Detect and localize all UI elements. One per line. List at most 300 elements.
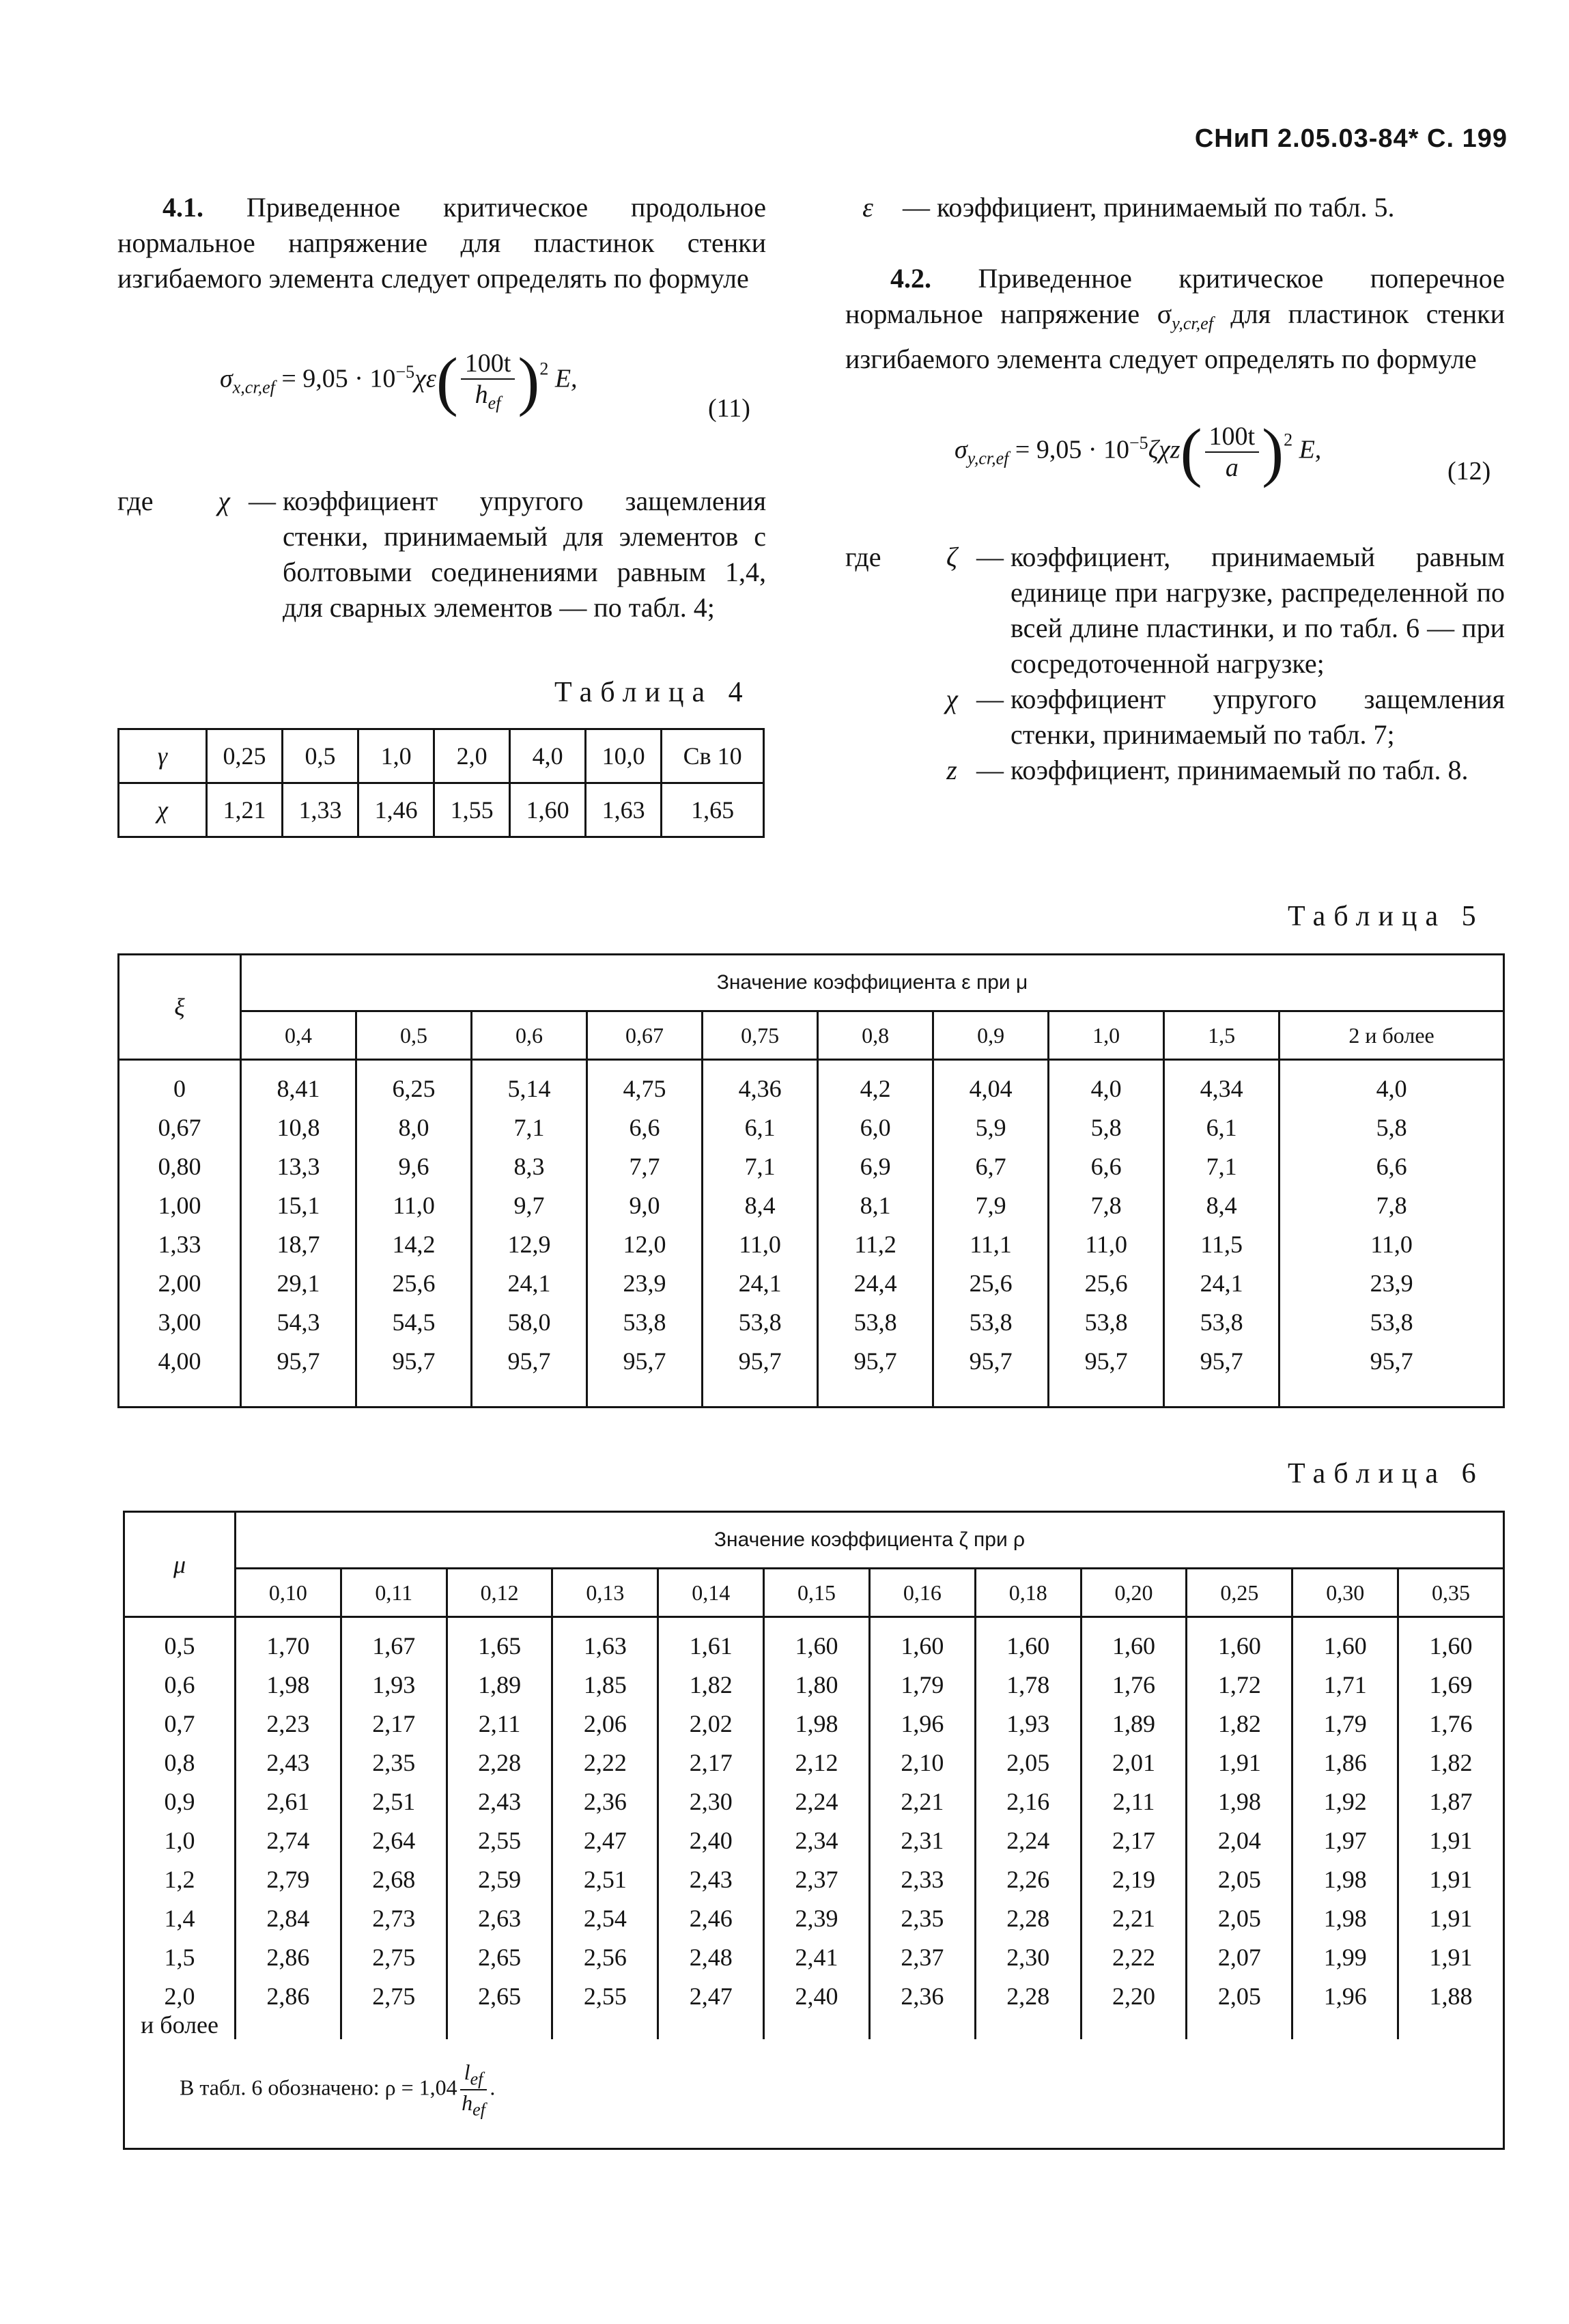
table-cell: 2,28: [975, 1982, 1081, 2039]
equation-number: (11): [708, 394, 750, 423]
table-cell: 1,46: [358, 783, 434, 837]
table-cell: 2,75: [341, 1982, 447, 2039]
table-row: [119, 783, 764, 837]
table-note-row: [124, 2039, 1504, 2148]
clause-number: 4.2.: [890, 263, 931, 294]
table-cell: 2,30: [975, 1943, 1081, 1982]
row-label: 1,2: [124, 1865, 236, 1904]
table-cell: 2,39: [764, 1904, 870, 1943]
table-note: В табл. 6 обозначено: ρ = 1,04 $\frac{l_{ef}}{h_{ef}}$ .: [124, 2039, 1504, 2148]
table-cell: 1,63: [586, 783, 662, 837]
table-cell: 4,34: [1164, 1060, 1280, 1114]
table-cell: 2,26: [975, 1865, 1081, 1904]
table-cell: 53,8: [587, 1308, 703, 1347]
table-row: [124, 1787, 1504, 1826]
table-cell: 2,20: [1081, 1982, 1187, 2039]
table-cell: 6,7: [933, 1152, 1049, 1191]
table-row: [119, 1230, 1504, 1269]
definition-row: [845, 540, 1505, 682]
table-cell: 1,60: [764, 1617, 870, 1671]
row-label: 2,00: [119, 1269, 241, 1308]
clause-number: 4.1.: [162, 192, 203, 223]
definition-symbol: ζ: [946, 542, 958, 572]
table-cell: 2,37: [869, 1943, 975, 1982]
definition-symbol: z: [946, 755, 957, 785]
table-cell: 95,7: [1164, 1347, 1280, 1408]
table-cell: 2,10: [869, 1748, 975, 1787]
row-label: 0: [119, 1060, 241, 1114]
table-cell: 2,28: [447, 1748, 552, 1787]
table-cell: 1,98: [1187, 1787, 1292, 1826]
epsilon-definition: ε — коэффициент, принимаемый по табл. 5.: [862, 192, 1395, 223]
table-cell: 2,22: [1081, 1943, 1187, 1982]
table-row: [119, 729, 764, 783]
table-row: [124, 1904, 1504, 1943]
table-cell: 2,16: [975, 1787, 1081, 1826]
table-cell: 2,04: [1187, 1826, 1292, 1865]
table-cell: 2,43: [447, 1787, 552, 1826]
table-cell: 2,68: [341, 1865, 447, 1904]
row-label: 0,67: [119, 1113, 241, 1152]
table-cell: 2,12: [764, 1748, 870, 1787]
table-cell: 4,2: [818, 1060, 933, 1114]
table-cell: 1,88: [1398, 1982, 1504, 2039]
table-cell: 24,4: [818, 1269, 933, 1308]
table-cell: 1,65: [662, 783, 764, 837]
definitions-left: [117, 484, 766, 626]
table-cell: 53,8: [1280, 1308, 1504, 1347]
table-cell: 58,0: [472, 1308, 587, 1347]
table-cell: 2,36: [552, 1787, 658, 1826]
table-cell: 13,3: [241, 1152, 356, 1191]
table-cell: 1,33: [283, 783, 358, 837]
row-label: 0,80: [119, 1152, 241, 1191]
definition-row: [845, 753, 1505, 788]
row-label: 1,4: [124, 1904, 236, 1943]
table-cell: 2,47: [658, 1982, 764, 2039]
table-cell: 2,21: [1081, 1904, 1187, 1943]
table-cell: 10,0: [586, 729, 662, 783]
table-cell: 95,7: [472, 1347, 587, 1408]
table-cell: 1,82: [658, 1670, 764, 1709]
fraction: $\frac{100t}{h_{ef}}$: [461, 348, 515, 414]
table-row: [124, 1748, 1504, 1787]
column-header: 0,15: [764, 1569, 870, 1617]
group-header: Значение коэффициента ε при μ: [241, 955, 1504, 1011]
row-label: 0,8: [124, 1748, 236, 1787]
definition-symbol: χ: [946, 684, 958, 714]
table-cell: 2,05: [1187, 1865, 1292, 1904]
table-row: [124, 1865, 1504, 1904]
row-label: 2,0 и более: [124, 1982, 236, 2039]
column-header: 0,10: [236, 1569, 341, 1617]
table-cell: 2,06: [552, 1709, 658, 1748]
table-cell: 5,8: [1280, 1113, 1504, 1152]
definitions-right: [845, 540, 1505, 788]
table-cell: 95,7: [933, 1347, 1049, 1408]
definition-lead: [845, 753, 934, 788]
table-row: [119, 1191, 1504, 1230]
table-cell: 2,55: [447, 1826, 552, 1865]
column-header: 0,13: [552, 1569, 658, 1617]
table-cell: 1,98: [1292, 1865, 1398, 1904]
column-header: 0,14: [658, 1569, 764, 1617]
table-cell: 2,86: [236, 1982, 341, 2039]
table-cell: 7,8: [1280, 1191, 1504, 1230]
table-row: [124, 1982, 1504, 2039]
equation-number: (12): [1447, 457, 1491, 486]
table-cell: 95,7: [241, 1347, 356, 1408]
table-row: [119, 1308, 1504, 1347]
table-cell: 11,5: [1164, 1230, 1280, 1269]
table-cell: 1,91: [1187, 1748, 1292, 1787]
row-label: 1,5: [124, 1943, 236, 1982]
table-cell: 6,25: [356, 1060, 472, 1114]
paragraph-4-1: [117, 190, 766, 296]
table-cell: 14,2: [356, 1230, 472, 1269]
table-cell: 23,9: [587, 1269, 703, 1308]
table-cell: 2,46: [658, 1904, 764, 1943]
table-cell: 95,7: [356, 1347, 472, 1408]
fraction: $\frac{100t}{a}$: [1205, 421, 1260, 483]
table-cell: 2,63: [447, 1904, 552, 1943]
table-cell: 1,82: [1187, 1709, 1292, 1748]
table-cell: 2,75: [341, 1943, 447, 1982]
table-cell: 1,99: [1292, 1943, 1398, 1982]
table-cell: 1,63: [552, 1617, 658, 1671]
column-header: 0,8: [818, 1011, 933, 1060]
table-cell: 1,60: [1187, 1617, 1292, 1671]
row-label: 4,00: [119, 1347, 241, 1408]
table-cell: 4,04: [933, 1060, 1049, 1114]
definition-row: [117, 484, 766, 626]
table-cell: 2,54: [552, 1904, 658, 1943]
column-header: 0,12: [447, 1569, 552, 1617]
table-cell: 11,2: [818, 1230, 933, 1269]
table-cell: 2,30: [658, 1787, 764, 1826]
column-header: 0,35: [1398, 1569, 1504, 1617]
row-header: γ: [119, 729, 207, 783]
table-cell: 1,55: [434, 783, 510, 837]
table-row: [124, 1943, 1504, 1982]
table-cell: 53,8: [1164, 1308, 1280, 1347]
note-fraction: $\frac{l_{ef}}{h_{ef}}$: [460, 2060, 487, 2120]
table-cell: 2,21: [869, 1787, 975, 1826]
column-header: 0,25: [1187, 1569, 1292, 1617]
table-cell: 1,70: [236, 1617, 341, 1671]
table-cell: 6,6: [1049, 1152, 1164, 1191]
table-cell: 2,0: [434, 729, 510, 783]
table-cell: 1,79: [1292, 1709, 1398, 1748]
row-label: 1,33: [119, 1230, 241, 1269]
table-cell: 2,65: [447, 1982, 552, 2039]
table-cell: 23,9: [1280, 1269, 1504, 1308]
table-cell: 24,1: [1164, 1269, 1280, 1308]
table-cell: 2,23: [236, 1709, 341, 1748]
table-cell: 1,85: [552, 1670, 658, 1709]
row-label: 1,0: [124, 1826, 236, 1865]
table-cell: 2,65: [447, 1943, 552, 1982]
table-cell: 2,48: [658, 1943, 764, 1982]
table-5: [117, 953, 1505, 1408]
table-cell: 1,89: [1081, 1709, 1187, 1748]
table-cell: 6,1: [703, 1113, 818, 1152]
table-row: [124, 1617, 1504, 1671]
table-row: [119, 1152, 1504, 1191]
table-cell: 2,41: [764, 1943, 870, 1982]
table-cell: 1,21: [207, 783, 283, 837]
table-cell: 18,7: [241, 1230, 356, 1269]
row-label: 0,7: [124, 1709, 236, 1748]
table-cell: 1,60: [1292, 1617, 1398, 1671]
table-cell: 1,67: [341, 1617, 447, 1671]
table-cell: 1,92: [1292, 1787, 1398, 1826]
table-cell: 2,05: [1187, 1904, 1292, 1943]
table-cell: 1,97: [1292, 1826, 1398, 1865]
table-cell: 1,96: [1292, 1982, 1398, 2039]
table-cell: 1,91: [1398, 1904, 1504, 1943]
table-cell: 1,60: [510, 783, 586, 837]
table-cell: 7,7: [587, 1152, 703, 1191]
table-cell: 53,8: [818, 1308, 933, 1347]
table-cell: 2,74: [236, 1826, 341, 1865]
table-cell: 95,7: [703, 1347, 818, 1408]
table-cell: 2,40: [658, 1826, 764, 1865]
formula-12: $\sigma_{y,cr,ef} = 9,05 \cdot 10^{-5}\zeta\chi z$( $\frac{100t}{a}$ )$^2$ E, (12): [955, 415, 1491, 488]
table-cell: 2,17: [1081, 1826, 1187, 1865]
column-header: 0,4: [241, 1011, 356, 1060]
table-cell: 8,4: [1164, 1191, 1280, 1230]
table-cell: 2,79: [236, 1865, 341, 1904]
table-cell: 0,25: [207, 729, 283, 783]
table-cell: 2,35: [341, 1748, 447, 1787]
row-header: χ: [119, 783, 207, 837]
table-cell: 2,84: [236, 1904, 341, 1943]
table-4-caption: Таблица 4: [554, 677, 751, 708]
table-cell: 2,22: [552, 1748, 658, 1787]
table-cell: 2,11: [447, 1709, 552, 1748]
table-cell: 2,17: [658, 1748, 764, 1787]
table-cell: 1,96: [869, 1709, 975, 1748]
table-cell: 54,3: [241, 1308, 356, 1347]
table-cell: 2,37: [764, 1865, 870, 1904]
table-cell: 5,9: [933, 1113, 1049, 1152]
row-label: 3,00: [119, 1308, 241, 1347]
column-header: 1,5: [1164, 1011, 1280, 1060]
table-cell: 1,93: [341, 1670, 447, 1709]
definition-lead: [845, 682, 934, 753]
table-cell: 4,36: [703, 1060, 818, 1114]
table-cell: 1,80: [764, 1670, 870, 1709]
table-4: [117, 728, 765, 838]
column-header: 0,67: [587, 1011, 703, 1060]
table-cell: 1,98: [764, 1709, 870, 1748]
table-cell: 1,82: [1398, 1748, 1504, 1787]
table-cell: 6,6: [1280, 1152, 1504, 1191]
table-cell: 1,76: [1081, 1670, 1187, 1709]
row-header-title: μ: [124, 1512, 236, 1617]
table-cell: 24,1: [703, 1269, 818, 1308]
group-header: Значение коэффициента ζ при ρ: [236, 1512, 1504, 1569]
table-cell: 1,69: [1398, 1670, 1504, 1709]
table-cell: 11,0: [703, 1230, 818, 1269]
table-cell: 6,9: [818, 1152, 933, 1191]
table-cell: 2,64: [341, 1826, 447, 1865]
definition-dash: —: [249, 486, 276, 516]
table-cell: 2,02: [658, 1709, 764, 1748]
table-cell: 1,71: [1292, 1670, 1398, 1709]
table-cell: 53,8: [703, 1308, 818, 1347]
table-cell: 2,86: [236, 1943, 341, 1982]
table-cell: 7,8: [1049, 1191, 1164, 1230]
paragraph-4-2: 4.2. Приведенное критическое поперечное нормальное напряжение $\sigma_{y,cr,ef}$ для пластинок стенки изгибаемого элемента следует определять по формуле: [845, 263, 1506, 374]
table-cell: 24,1: [472, 1269, 587, 1308]
table-cell: 1,76: [1398, 1709, 1504, 1748]
column-header: 0,18: [975, 1569, 1081, 1617]
table-cell: 53,8: [933, 1308, 1049, 1347]
table-cell: 2,35: [869, 1904, 975, 1943]
table-cell: 8,3: [472, 1152, 587, 1191]
table-cell: 2,01: [1081, 1748, 1187, 1787]
table-cell: 7,1: [472, 1113, 587, 1152]
table-cell: 2,24: [975, 1826, 1081, 1865]
table-cell: 8,4: [703, 1191, 818, 1230]
table-cell: 2,11: [1081, 1787, 1187, 1826]
table-cell: Св 10: [662, 729, 764, 783]
table-cell: 4,0: [1049, 1060, 1164, 1114]
table-cell: 25,6: [933, 1269, 1049, 1308]
table-cell: 4,75: [587, 1060, 703, 1114]
table-cell: 1,86: [1292, 1748, 1398, 1787]
table-cell: 95,7: [1049, 1347, 1164, 1408]
table-cell: 9,6: [356, 1152, 472, 1191]
table-cell: 2,51: [552, 1865, 658, 1904]
table-cell: 5,8: [1049, 1113, 1164, 1152]
table-cell: 2,59: [447, 1865, 552, 1904]
table-cell: 1,60: [975, 1617, 1081, 1671]
table-cell: 6,6: [587, 1113, 703, 1152]
table-cell: 1,98: [1292, 1904, 1398, 1943]
column-header: 0,6: [472, 1011, 587, 1060]
table-cell: 2,55: [552, 1982, 658, 2039]
definition-dash: —: [976, 542, 1004, 572]
definition-text: коэффициент упругого защемления стенки, принимаемый для элементов с болтовыми соединениями равным 1,4, для сварных элементов — по табл. 4;: [283, 486, 766, 623]
table-cell: 54,5: [356, 1308, 472, 1347]
table-cell: 11,0: [1049, 1230, 1164, 1269]
table-cell: 7,1: [1164, 1152, 1280, 1191]
table-cell: 2,61: [236, 1787, 341, 1826]
table-6: [123, 1511, 1505, 2150]
table-cell: 1,0: [358, 729, 434, 783]
column-header: 0,11: [341, 1569, 447, 1617]
table-cell: 2,33: [869, 1865, 975, 1904]
table-cell: 53,8: [1049, 1308, 1164, 1347]
table-row: [124, 1670, 1504, 1709]
table-cell: 1,91: [1398, 1826, 1504, 1865]
table-cell: 6,1: [1164, 1113, 1280, 1152]
column-header: 0,30: [1292, 1569, 1398, 1617]
row-label: 0,5: [124, 1617, 236, 1671]
definition-text: коэффициент упругого защемления стенки, принимаемый по табл. 7;: [1010, 684, 1505, 750]
table-row: [119, 1269, 1504, 1308]
table-cell: 2,24: [764, 1787, 870, 1826]
table-cell: 5,14: [472, 1060, 587, 1114]
table-cell: 2,05: [975, 1748, 1081, 1787]
table-cell: 95,7: [587, 1347, 703, 1408]
column-header: 0,16: [869, 1569, 975, 1617]
table-cell: 11,0: [356, 1191, 472, 1230]
table-cell: 0,5: [283, 729, 358, 783]
table-cell: 1,60: [1398, 1617, 1504, 1671]
table-6-caption: Таблица 6: [1288, 1458, 1484, 1489]
table-cell: 95,7: [818, 1347, 933, 1408]
table-cell: 1,91: [1398, 1943, 1504, 1982]
table-cell: 2,56: [552, 1943, 658, 1982]
table-cell: 2,19: [1081, 1865, 1187, 1904]
table-cell: 4,0: [510, 729, 586, 783]
table-cell: 1,91: [1398, 1865, 1504, 1904]
table-cell: 1,78: [975, 1670, 1081, 1709]
table-cell: 2,17: [341, 1709, 447, 1748]
table-cell: 1,60: [1081, 1617, 1187, 1671]
table-cell: 25,6: [1049, 1269, 1164, 1308]
column-header: 2 и более: [1280, 1011, 1504, 1060]
table-cell: 2,05: [1187, 1982, 1292, 2039]
clause-text: Приведенное критическое продольное нормальное напряжение для пластинок стенки изгибаемого элемента следует определять по формуле: [117, 192, 766, 294]
column-header: 0,75: [703, 1011, 818, 1060]
table-cell: 12,9: [472, 1230, 587, 1269]
table-cell: 2,51: [341, 1787, 447, 1826]
formula-11: $\sigma_{x,cr,ef} = 9,05 \cdot 10^{-5}\chi\varepsilon$( $\frac{100t}{h_{ef}}$ )$^2$ E, (11): [220, 344, 750, 423]
table-cell: 11,1: [933, 1230, 1049, 1269]
table-cell: 1,72: [1187, 1670, 1292, 1709]
table-row: [119, 1347, 1504, 1408]
table-cell: 1,61: [658, 1617, 764, 1671]
table-cell: 2,73: [341, 1904, 447, 1943]
table-5-caption: Таблица 5: [1288, 901, 1484, 932]
table-cell: 95,7: [1280, 1347, 1504, 1408]
table-row: [124, 1826, 1504, 1865]
table-cell: 7,9: [933, 1191, 1049, 1230]
definition-row: [845, 682, 1505, 753]
column-header: 1,0: [1049, 1011, 1164, 1060]
table-cell: 8,0: [356, 1113, 472, 1152]
column-header: 0,9: [933, 1011, 1049, 1060]
page-header: СНиП 2.05.03-84* С. 199: [1194, 124, 1508, 153]
table-cell: 10,8: [241, 1113, 356, 1152]
table-cell: 11,0: [1280, 1230, 1504, 1269]
table-cell: 2,36: [869, 1982, 975, 2039]
table-cell: 1,98: [236, 1670, 341, 1709]
table-cell: 1,89: [447, 1670, 552, 1709]
table-cell: 7,1: [703, 1152, 818, 1191]
table-cell: 2,47: [552, 1826, 658, 1865]
table-row: [119, 1113, 1504, 1152]
table-cell: 1,65: [447, 1617, 552, 1671]
table-cell: 4,0: [1280, 1060, 1504, 1114]
table-cell: 1,87: [1398, 1787, 1504, 1826]
table-row: [119, 1060, 1504, 1114]
table-cell: 2,07: [1187, 1943, 1292, 1982]
definition-symbol: χ: [218, 486, 230, 516]
definition-dash: —: [976, 755, 1004, 785]
row-header-title: ξ: [119, 955, 241, 1060]
table-row: [124, 1709, 1504, 1748]
table-cell: 6,0: [818, 1113, 933, 1152]
table-cell: 25,6: [356, 1269, 472, 1308]
row-label: 0,9: [124, 1787, 236, 1826]
table-cell: 9,7: [472, 1191, 587, 1230]
